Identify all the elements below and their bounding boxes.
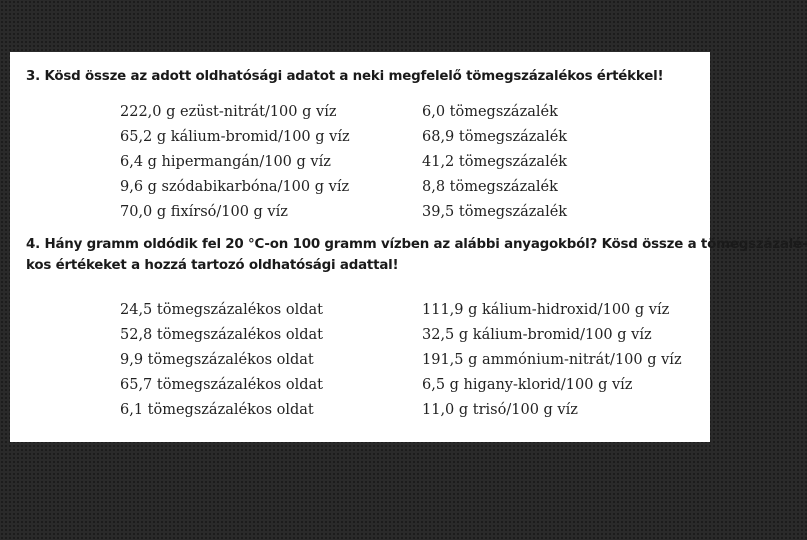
q4-right-item-2: 32,5 g kálium-bromid/100 g víz (422, 327, 652, 343)
q3-right-item-1: 6,0 tömegszázalék (422, 104, 558, 120)
q4-right-item-4: 6,5 g higany-klorid/100 g víz (422, 377, 633, 393)
q4-left-item-5: 6,1 tömegszázalékos oldat (120, 402, 314, 418)
q3-right-item-4: 8,8 tömegszázalék (422, 179, 558, 195)
q3-left-item-2: 65,2 g kálium-bromid/100 g víz (120, 129, 350, 145)
exercise-panel (10, 52, 807, 442)
q3-left-item-1: 222,0 g ezüst-nitrát/100 g víz (120, 104, 337, 120)
q3-right-item-3: 41,2 tömegszázalék (422, 154, 568, 170)
q4-left-item-2: 52,8 tömegszázalékos oldat (120, 327, 323, 343)
question-4-title-line-1: 4. Hány gramm oldódik fel 20 °C-on 100 gramm vízben az alábbi anyagokból? Kösd össze a tömegszázalé- (26, 237, 807, 252)
question-3-title: 3. Kösd össze az adott oldhatósági adatot a neki megfelelő tömegszázalékos értékkel! (26, 69, 664, 84)
q3-left-item-5: 70,0 g fixírsó/100 g víz (120, 204, 288, 220)
q3-left-item-3: 6,4 g hipermangán/100 g víz (120, 154, 331, 170)
q4-left-item-4: 65,7 tömegszázalékos oldat (120, 377, 323, 393)
q4-right-item-3: 191,5 g ammónium-nitrát/100 g víz (422, 352, 682, 368)
q4-left-item-1: 24,5 tömegszázalékos oldat (120, 302, 323, 318)
question-4-title-line-2: kos értékeket a hozzá tartozó oldhatósági adattal! (26, 258, 399, 273)
q4-right-item-1: 111,9 g kálium-hidroxid/100 g víz (422, 302, 670, 318)
q4-left-item-3: 9,9 tömegszázalékos oldat (120, 352, 314, 368)
q3-left-item-4: 9,6 g szódabikarbóna/100 g víz (120, 179, 350, 195)
q3-right-item-5: 39,5 tömegszázalék (422, 204, 568, 220)
q3-right-item-2: 68,9 tömegszázalék (422, 129, 568, 145)
q4-right-item-5: 11,0 g trisó/100 g víz (422, 402, 578, 418)
